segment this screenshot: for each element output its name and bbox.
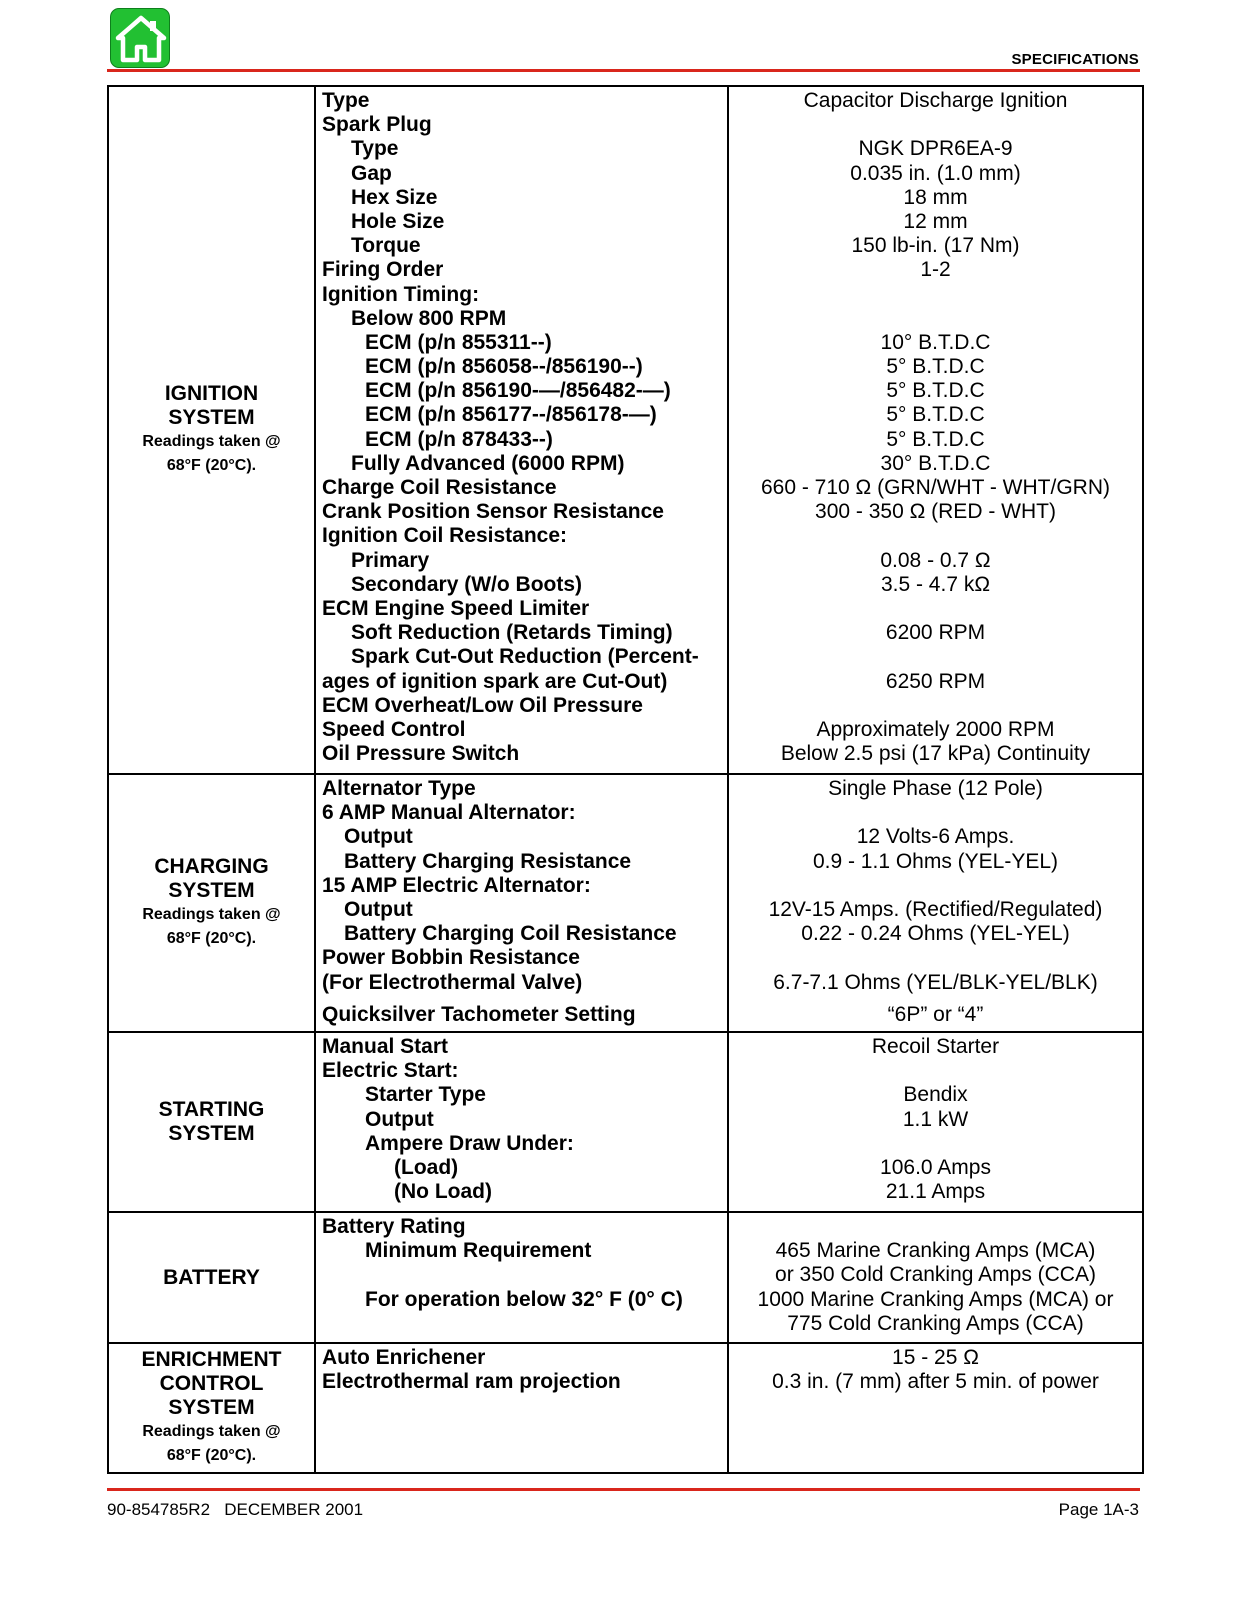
spec-value (729, 1059, 1142, 1083)
category-title: SYSTEM (168, 406, 255, 429)
spec-value: 0.035 in. (1.0 mm) (850, 161, 1021, 185)
spec-label: ECM (p/n 878433--) (365, 427, 553, 451)
spec-value: 5° B.T.D.C (886, 379, 985, 403)
spec-value: NGK DPR6EA-9 (858, 137, 1013, 161)
category-cell (108, 86, 315, 774)
spec-value (729, 801, 1142, 825)
spec-value: 10° B.T.D.C (880, 330, 991, 354)
spec-label: For operation below 32° F (0° C) (365, 1287, 683, 1311)
spec-value (729, 946, 1142, 970)
header-rule (107, 69, 1140, 72)
spec-label: Crank Position Sensor Resistance (322, 500, 664, 524)
spec-value (729, 694, 1142, 718)
spec-label: Ampere Draw Under: (365, 1131, 574, 1155)
category-title: SYSTEM (168, 1122, 255, 1145)
spec-value: Single Phase (12 Pole) (828, 777, 1043, 800)
spec-label: Electrothermal ram projection (322, 1370, 621, 1394)
category-title: CHARGING (154, 855, 269, 878)
spec-value: 6200 RPM (885, 621, 986, 645)
spec-label: 15 AMP Electric Alternator: (322, 873, 591, 897)
spec-value: or 350 Cold Cranking Amps (CCA) (775, 1263, 1096, 1287)
spec-label: Electric Start: (322, 1059, 459, 1083)
spec-label: Gap (351, 161, 392, 185)
spec-labels-cell (315, 1343, 728, 1473)
home-button[interactable] (110, 8, 170, 68)
page-number: Page 1A-3 (1058, 1500, 1139, 1519)
spec-label: Speed Control (322, 717, 466, 741)
spec-value: 106.0 Amps (880, 1155, 991, 1179)
spec-labels-cell (315, 1212, 728, 1343)
spec-group (108, 1343, 1143, 1473)
spec-label: Below 800 RPM (351, 306, 507, 330)
spec-value: 12 mm (903, 209, 968, 233)
spec-table (107, 85, 1144, 1474)
spec-value: 18 mm (903, 185, 968, 209)
category-note: Readings taken @ (142, 1423, 281, 1440)
spec-value: 0.9 - 1.1 Ohms (YEL-YEL) (812, 849, 1059, 873)
spec-label: ECM Overheat/Low Oil Pressure (322, 693, 643, 717)
spec-value: 150 lb-in. (17 Nm) (851, 234, 1020, 258)
spec-value: 12V-15 Amps. (Rectified/Regulated) (768, 897, 1103, 921)
spec-label: ECM Engine Speed Limiter (322, 596, 590, 620)
spec-label: Auto Enrichener (322, 1346, 486, 1369)
spec-value: 0.22 - 0.24 Ohms (YEL-YEL) (801, 922, 1070, 946)
spec-value: 775 Cold Cranking Amps (CCA) (787, 1311, 1084, 1335)
category-title: SYSTEM (168, 1396, 255, 1419)
spec-value: 5° B.T.D.C (886, 355, 985, 379)
spec-label: ECM (p/n 855311--) (365, 330, 552, 354)
spec-label: Secondary (W/o Boots) (351, 572, 583, 596)
footer-rule (107, 1488, 1140, 1491)
spec-labels-cell (315, 1032, 728, 1212)
spec-label: Soft Reduction (Retards Timing) (351, 621, 673, 645)
spec-label: Hex Size (351, 185, 438, 209)
category-note: Readings taken @ (142, 433, 281, 450)
spec-value (729, 1215, 1142, 1239)
spec-labels-cell (315, 86, 728, 774)
spec-values-cell (728, 1032, 1143, 1212)
spec-label: Power Bobbin Resistance (322, 946, 580, 970)
spec-label: (For Electrothermal Valve) (322, 970, 583, 994)
category-title: BATTERY (163, 1265, 260, 1289)
category-note: 68°F (20°C). (166, 457, 257, 474)
spec-label: Starter Type (365, 1083, 486, 1107)
spec-value (729, 524, 1142, 548)
spec-value: Approximately 2000 RPM (816, 717, 1055, 741)
spec-value: Below 2.5 psi (17 kPa) Continuity (780, 742, 1091, 766)
spec-label: 6 AMP Manual Alternator: (322, 801, 576, 825)
spec-label: Alternator Type (322, 777, 476, 800)
spec-label: Minimum Requirement (365, 1239, 592, 1263)
spec-values-cell (728, 1212, 1143, 1343)
spec-value: 5° B.T.D.C (886, 427, 985, 451)
spec-label: Quicksilver Tachometer Setting (322, 1002, 636, 1026)
spec-value: 0.3 in. (7 mm) after 5 min. of power (772, 1370, 1099, 1394)
spec-value: 0.08 - 0.7 Ω (880, 548, 991, 572)
spec-label: Torque (351, 234, 421, 258)
spec-group (108, 774, 1143, 1032)
spec-value: “6P” or “4” (887, 1002, 984, 1026)
spec-label: ages of ignition spark are Cut-Out) (322, 669, 668, 693)
spec-values-cell (728, 1343, 1143, 1473)
spec-value: 6250 RPM (885, 669, 986, 693)
spec-label: ECM (p/n 856177--/856178-—) (365, 403, 657, 427)
spec-label: Charge Coil Resistance (322, 476, 557, 499)
spec-value: 300 - 350 Ω (RED - WHT) (815, 500, 1056, 524)
spec-label: ECM (p/n 856058--/856190--) (365, 355, 643, 379)
home-icon (111, 9, 171, 69)
spec-value: 465 Marine Cranking Amps (MCA) (775, 1239, 1096, 1263)
spec-label: Output (344, 897, 413, 921)
category-cell (108, 774, 315, 1032)
category-title: CONTROL (159, 1372, 264, 1395)
doc-number: 90-854785R2 DECEMBER 2001 (107, 1500, 364, 1519)
spec-group (108, 86, 1143, 774)
spec-label: Primary (351, 548, 430, 572)
spec-label: Type (322, 89, 370, 112)
spec-value (729, 874, 1142, 898)
category-title: SYSTEM (168, 879, 255, 902)
spec-label: Spark Plug (322, 113, 432, 137)
spec-label: Manual Start (322, 1035, 449, 1058)
spec-value: 12 Volts-6 Amps. (856, 825, 1015, 849)
spec-label (322, 1263, 727, 1287)
spec-label: Type (351, 137, 399, 161)
spec-label: Battery Charging Resistance (344, 849, 632, 873)
spec-value: 1000 Marine Cranking Amps (MCA) or (757, 1287, 1114, 1311)
spec-label: Fully Advanced (6000 RPM) (351, 451, 625, 475)
spec-label: Battery Rating (322, 1215, 466, 1238)
category-note: 68°F (20°C). (166, 1447, 257, 1464)
category-cell (108, 1032, 315, 1212)
category-cell (108, 1212, 315, 1343)
spec-label: Output (365, 1107, 434, 1131)
spec-value: 1-2 (920, 258, 951, 282)
spec-label: Firing Order (322, 258, 444, 282)
spec-label: ECM (p/n 856190-—/856482-—) (365, 379, 671, 403)
spec-label: Battery Charging Coil Resistance (344, 922, 677, 946)
spec-value (729, 307, 1142, 331)
spec-value (729, 597, 1142, 621)
spec-value: 1.1 kW (902, 1107, 969, 1131)
spec-value (729, 1132, 1142, 1156)
category-note: Readings taken @ (142, 906, 281, 923)
spec-group (108, 1032, 1143, 1212)
spec-value: Recoil Starter (871, 1035, 1000, 1058)
spec-label: (Load) (394, 1155, 459, 1179)
spec-value: 660 - 710 Ω (GRN/WHT - WHT/GRN) (760, 476, 1110, 499)
spec-value: Capacitor Discharge Ignition (803, 89, 1068, 112)
spec-value (729, 645, 1142, 669)
spec-label: Spark Cut-Out Reduction (Percent- (351, 645, 699, 669)
spec-value: 6.7-7.1 Ohms (YEL/BLK-YEL/BLK) (773, 970, 1098, 994)
category-title: ENRICHMENT (141, 1348, 282, 1371)
spec-values-cell (728, 774, 1143, 1032)
spec-value: 15 - 25 Ω (892, 1346, 979, 1369)
category-title: IGNITION (164, 382, 259, 405)
spec-value (729, 283, 1142, 307)
spec-label: Output (344, 825, 413, 849)
category-cell (108, 1343, 315, 1473)
spec-value (729, 113, 1142, 137)
spec-value: Bendix (903, 1083, 968, 1107)
spec-label: (No Load) (394, 1180, 492, 1204)
spec-label: Hole Size (351, 209, 445, 233)
spec-value: 5° B.T.D.C (886, 403, 985, 427)
category-note: 68°F (20°C). (166, 930, 257, 947)
spec-labels-cell (315, 774, 728, 1032)
spec-label: Oil Pressure Switch (322, 742, 520, 766)
spec-label: Ignition Coil Resistance: (322, 524, 568, 548)
spec-values-cell (728, 86, 1143, 774)
spec-value: 30° B.T.D.C (880, 451, 991, 475)
spec-value: 21.1 Amps (885, 1180, 986, 1204)
category-title: STARTING (158, 1098, 265, 1121)
spec-label (322, 1312, 727, 1336)
spec-label: Ignition Timing: (322, 282, 480, 306)
spec-group (108, 1212, 1143, 1343)
section-title: SPECIFICATIONS (1011, 51, 1139, 68)
spec-value: 3.5 - 4.7 kΩ (880, 572, 991, 596)
